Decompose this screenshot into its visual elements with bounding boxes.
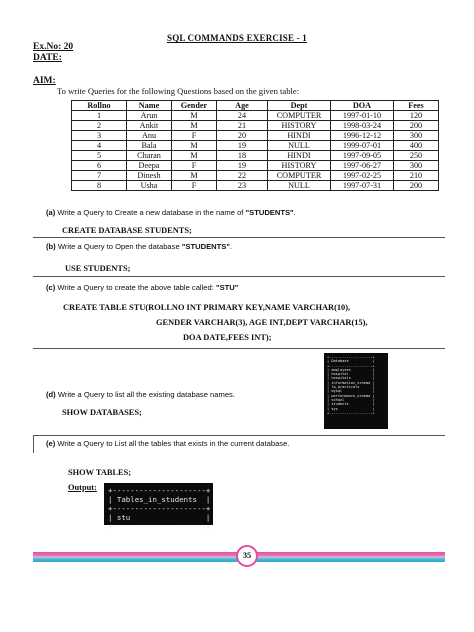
terminal-line: +--------------------+ [327,410,375,415]
answer-d: SHOW DATABASES; [62,408,142,417]
question-a-text: Write a Query to Create a new database in the name of [57,208,246,217]
question-b-tail: . [229,242,233,251]
column-header: Fees [394,101,439,111]
answer-c-line-3: DOA DATE,FEES INT); [183,333,272,342]
question-c [46,283,238,292]
table-cell: 5 [72,151,127,161]
terminal-line: | mysql | [327,389,375,394]
table-cell: HISTORY [268,121,331,131]
terminal-line: | performance_schema | [327,393,375,398]
table-cell: 1997-07-31 [331,181,394,191]
aim-heading: AIM: [33,76,56,86]
column-header: Rollno [72,101,127,111]
table-cell: F [172,161,217,171]
table-cell: Deepa [127,161,172,171]
question-b-label: (b) [46,242,56,251]
table-cell: 21 [217,121,268,131]
question-a [46,208,296,217]
table-cell: COMPUTER [268,171,331,181]
table-cell: 20 [217,131,268,141]
table-row [72,181,439,191]
terminal-line: | Database | [327,359,375,364]
table-cell: M [172,171,217,181]
table-cell: NULL [268,141,331,151]
terminal-line: +---------------------+ [108,486,211,495]
divider [33,435,445,436]
table-cell: 1997-01-10 [331,111,394,121]
terminal-line: | employees | [327,367,375,372]
exercise-number: Ex.No: 20 [33,42,74,52]
terminal-line: | lp_practicals | [327,385,375,390]
table-cell: M [172,111,217,121]
table-cell: 1996-12-12 [331,131,394,141]
question-c-text: Write a Query to create the above table called: [57,283,216,292]
question-d-text: Write a Query to list all the existing database names. [57,390,235,399]
terminal-line: +--------------------+ [327,355,375,359]
question-e-label: (e) [46,439,56,448]
question-b [46,242,232,251]
table-body [72,111,439,191]
question-a-label: (a) [46,208,56,217]
output-label: Output: [68,483,97,492]
table-cell: 200 [394,121,439,131]
column-header: Gender [172,101,217,111]
table-cell: NULL [268,181,331,191]
answer-b: USE STUDENTS; [65,264,131,273]
table-cell: 250 [394,151,439,161]
table-cell: 1999-07-01 [331,141,394,151]
question-a-tail: . [293,208,296,217]
table-cell: HINDI [268,131,331,141]
answer-a: CREATE DATABASE STUDENTS; [62,226,192,235]
question-b-text: Write a Query to Open the database [57,242,182,251]
terminal-line: | Tables_in_students | [108,495,211,504]
table-cell: 1997-02-25 [331,171,394,181]
table-cell: 7 [72,171,127,181]
question-c-label: (c) [46,283,56,292]
table-cell: 22 [217,171,268,181]
answer-e: SHOW TABLES; [68,468,132,477]
table-cell: 1997-09-05 [331,151,394,161]
table-row [72,151,439,161]
terminal-line: +---------------------+ [108,522,211,531]
table-cell: 300 [394,131,439,141]
table-header-row [72,101,439,111]
table-cell: Usha [127,181,172,191]
question-b-highlight: "STUDENTS" [181,242,230,251]
answer-c-line-2: GENDER VARCHAR(3), AGE INT,DEPT VARCHAR(15), [156,318,368,327]
table-cell: HINDI [268,151,331,161]
table-cell: 8 [72,181,127,191]
student-table [71,100,439,191]
table-cell: 2 [72,121,127,131]
table-cell: Bala [127,141,172,151]
table-cell: Ankit [127,121,172,131]
table-cell: 120 [394,111,439,121]
divider [33,276,445,277]
page-title: SQL COMMANDS EXERCISE - 1 [166,33,308,43]
question-d [46,390,235,399]
table-row [72,131,439,141]
divider [33,348,445,349]
terminal-line: | hospital | [327,372,375,377]
table-row [72,121,439,131]
table-cell: 19 [217,141,268,151]
table-cell: 3 [72,131,127,141]
question-c-highlight: "STU" [215,283,239,292]
table-cell: Anu [127,131,172,141]
table-cell: Arun [127,111,172,121]
table-cell: Charan [127,151,172,161]
terminal-line: +---------------------+ [108,504,211,513]
question-e-text: Write a Query to List all the tables that exists in the current database. [57,439,290,448]
table-cell: F [172,131,217,141]
table-cell: M [172,121,217,131]
answer-c-line-1: CREATE TABLE STU(ROLLNO INT PRIMARY KEY,NAME VARCHAR(10), [63,303,351,312]
table-cell: 200 [394,181,439,191]
table-cell: 1998-03-24 [331,121,394,131]
table-cell: 1997-06-27 [331,161,394,171]
tables-terminal-output [104,483,213,531]
terminal-line: +--------------------+ [327,363,375,368]
table-cell: 24 [217,111,268,121]
question-e [46,439,289,448]
table-cell: 6 [72,161,127,171]
table-cell: 210 [394,171,439,181]
table-cell: 4 [72,141,127,151]
terminal-line: | school | [327,397,375,402]
table-cell: M [172,141,217,151]
terminal-line: | information_schema | [327,380,375,385]
table-cell: M [172,151,217,161]
column-header: DOA [331,101,394,111]
terminal-line: | stu | [108,513,211,522]
column-header: Age [217,101,268,111]
table-cell: F [172,181,217,191]
table-cell: HISTORY [268,161,331,171]
divider [33,435,34,453]
question-d-label: (d) [46,390,56,399]
table-cell: 1 [72,111,127,121]
table-cell: 18 [217,151,268,161]
databases-terminal-output [324,353,388,429]
table-row [72,171,439,181]
divider [33,237,445,238]
table-cell: Dinesh [127,171,172,181]
terminal-line: | hospitals | [327,376,375,381]
table-row [72,141,439,151]
table-cell: 23 [217,181,268,191]
column-header: Name [127,101,172,111]
date-label: DATE: [33,53,62,63]
table-row [72,111,439,121]
table-cell: 300 [394,161,439,171]
question-a-highlight: "STUDENTS" [245,208,294,217]
column-header: Dept [268,101,331,111]
table-cell: COMPUTER [268,111,331,121]
table-row [72,161,439,171]
page-number: 35 [236,545,258,567]
aim-text: To write Queries for the following Questions based on the given table: [57,86,300,96]
terminal-line: | students | [327,402,375,407]
table-cell: 400 [394,141,439,151]
terminal-line: | sys | [327,406,375,411]
table-cell: 19 [217,161,268,171]
